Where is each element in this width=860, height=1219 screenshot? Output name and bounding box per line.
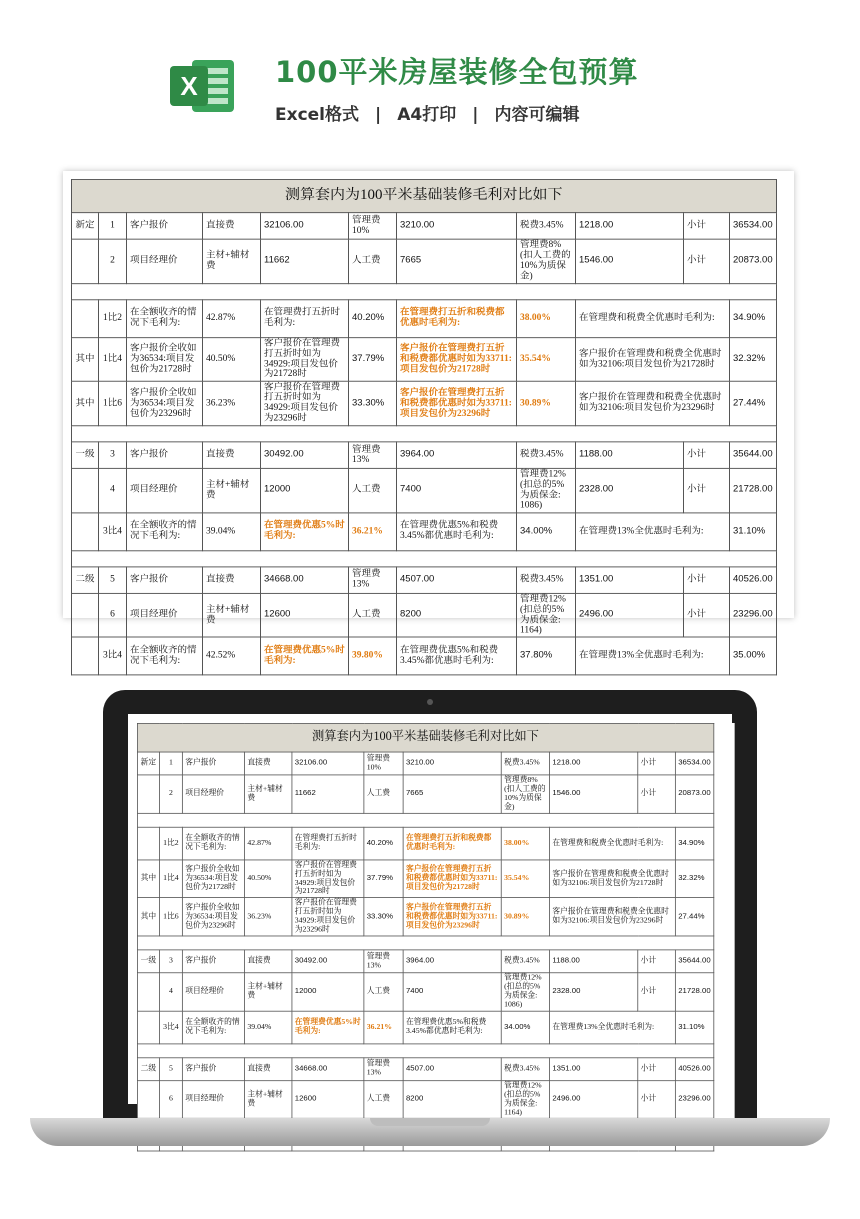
table-cell: 12000: [292, 973, 364, 1011]
table-cell: 在全额收齐的情况下毛利为:: [127, 513, 203, 551]
table-cell: 小计: [638, 1058, 676, 1081]
table-cell: 36.23%: [203, 382, 261, 426]
table-cell: 6: [99, 593, 127, 637]
table-cell: 3比4: [99, 513, 127, 551]
table-cell: 35644.00: [730, 442, 777, 469]
table-cell: 35.54%: [517, 337, 576, 381]
table-cell: 人工费: [349, 593, 397, 637]
table-cell: 39.04%: [245, 1011, 292, 1044]
table-cell: [137, 973, 159, 1011]
gap-cell: [72, 551, 777, 567]
table-cell: 客户报价在管理费打五折和税费都优惠时如为33711:项目发包价为21728时: [397, 337, 517, 381]
gap-cell: [137, 813, 713, 827]
table-cell: 8200: [403, 1080, 501, 1118]
table-cell: 32106.00: [292, 752, 364, 775]
table-cell: 7400: [397, 468, 517, 512]
table-cell: 税费3.45%: [501, 950, 549, 973]
table-cell: 31.10%: [730, 513, 777, 551]
table-row: [72, 337, 777, 381]
table-cell: 3比4: [159, 1011, 182, 1044]
table-row: [137, 827, 713, 860]
table-cell: 主材+辅材费: [245, 973, 292, 1011]
table-cell: 其中: [137, 898, 159, 936]
table-cell: 40.50%: [245, 860, 292, 898]
table-cell: 37.80%: [517, 637, 576, 675]
table-cell: 34668.00: [292, 1058, 364, 1081]
table-row: [137, 936, 713, 950]
table-cell: 2328.00: [549, 973, 637, 1011]
subtitle-format: Excel格式: [275, 105, 360, 125]
table-cell: 客户报价: [182, 752, 244, 775]
laptop-mockup: [103, 690, 757, 1118]
table-cell: 3: [99, 442, 127, 469]
table-row: [72, 213, 777, 240]
table-cell: 12600: [261, 593, 349, 637]
table-row: [72, 442, 777, 469]
table-row: [137, 1044, 713, 1058]
spreadsheet-table-mini: [137, 723, 714, 1152]
laptop-screen: [128, 714, 732, 1117]
table-cell: 直接费: [245, 1058, 292, 1081]
table-row: [72, 551, 777, 567]
table-cell: 40526.00: [675, 1058, 713, 1081]
table-cell: [72, 239, 99, 283]
table-cell: 客户报价在管理费和税费全优惠时如为32106:项目发包价为21728时: [576, 337, 730, 381]
table-cell: 直接费: [245, 752, 292, 775]
table-cell: 人工费: [364, 1080, 403, 1118]
table-row: [137, 860, 713, 898]
table-cell: 34.00%: [501, 1011, 549, 1044]
table-cell: 客户报价: [127, 567, 203, 594]
table-cell: 1351.00: [576, 567, 684, 594]
table-cell: 2328.00: [576, 468, 684, 512]
table-cell: 人工费: [349, 468, 397, 512]
table-cell: 小计: [684, 442, 730, 469]
table-cell: 客户报价在管理费和税费全优惠时如为32106:项目发包价为23296时: [576, 382, 730, 426]
table-cell: 34668.00: [261, 567, 349, 594]
table-cell: 40.20%: [364, 827, 403, 860]
table-cell: 3210.00: [403, 752, 501, 775]
table-cell: 管理费10%: [364, 752, 403, 775]
table-cell: 管理费12%(扣总的5%为质保金: 1086): [501, 973, 549, 1011]
table-cell: [137, 1080, 159, 1118]
table-cell: 一级: [72, 442, 99, 469]
table-cell: 客户报价在管理费打五折和税费都优惠时如为33711:项目发包价为23296时: [397, 382, 517, 426]
table-cell: 2496.00: [549, 1080, 637, 1118]
table-cell: 客户报价: [127, 442, 203, 469]
subtitle-separator: |: [375, 105, 382, 125]
table-cell: 税费3.45%: [517, 442, 576, 469]
table-cell: 3210.00: [397, 213, 517, 240]
table-cell: 32106.00: [261, 213, 349, 240]
table-cell: 3964.00: [397, 442, 517, 469]
table-cell: 在管理费优惠5%时毛利为:: [261, 637, 349, 675]
table-cell: 小计: [684, 593, 730, 637]
table-cell: 税费3.45%: [501, 1058, 549, 1081]
table-cell: 客户报价全收如为36534:项目发包价为21728时: [127, 337, 203, 381]
table-row: [137, 775, 713, 813]
table-cell: 7665: [397, 239, 517, 283]
table-row: [137, 813, 713, 827]
table-cell: 30.89%: [517, 382, 576, 426]
table-cell: 人工费: [349, 239, 397, 283]
table-cell: 5: [99, 567, 127, 594]
table-row: [72, 637, 777, 675]
table-cell: 管理费8%(扣人工费的10%为质保金): [517, 239, 576, 283]
table-cell: 6: [159, 1080, 182, 1118]
table-cell: 30.89%: [501, 898, 549, 936]
table-cell: 33.30%: [349, 382, 397, 426]
table-cell: 36534.00: [675, 752, 713, 775]
table-cell: 主材+辅材费: [203, 593, 261, 637]
table-cell: 人工费: [364, 775, 403, 813]
table-cell: 3: [159, 950, 182, 973]
table-cell: 一级: [137, 950, 159, 973]
table-cell: [137, 1011, 159, 1044]
table-cell: 1546.00: [549, 775, 637, 813]
table-cell: 8200: [397, 593, 517, 637]
table-cell: [72, 637, 99, 675]
table-cell: 税费3.45%: [501, 752, 549, 775]
table-cell: 小计: [684, 239, 730, 283]
table-cell: 1比4: [159, 860, 182, 898]
table-cell: 30492.00: [292, 950, 364, 973]
table-cell: 1546.00: [576, 239, 684, 283]
table-cell: 42.87%: [203, 299, 261, 337]
table-cell: 2: [99, 239, 127, 283]
table-cell: 3964.00: [403, 950, 501, 973]
table-cell: 38.00%: [501, 827, 549, 860]
table-row: [137, 898, 713, 936]
spreadsheet-preview: [63, 171, 794, 666]
table-cell: 在管理费13%全优惠时毛利为:: [576, 513, 730, 551]
table-cell: 1351.00: [549, 1058, 637, 1081]
table-row: [137, 1080, 713, 1118]
table-cell: 1比4: [99, 337, 127, 381]
table-cell: 40.50%: [203, 337, 261, 381]
table-cell: 在管理费优惠5%时毛利为:: [261, 513, 349, 551]
table-cell: 37.79%: [364, 860, 403, 898]
table-cell: 直接费: [203, 442, 261, 469]
table-cell: 40526.00: [730, 567, 777, 594]
table-row: [137, 752, 713, 775]
table-cell: 35.54%: [501, 860, 549, 898]
table-cell: 小计: [638, 752, 676, 775]
table-cell: 其中: [137, 860, 159, 898]
table-row: [137, 950, 713, 973]
table-cell: 1比2: [99, 299, 127, 337]
table-cell: [72, 593, 99, 637]
excel-icon: [170, 56, 236, 116]
gap-cell: [137, 936, 713, 950]
table-cell: 38.00%: [517, 299, 576, 337]
table-cell: 36534.00: [730, 213, 777, 240]
page-title: 100平米房屋装修全包预算: [275, 55, 639, 89]
table-cell: 客户报价在管理费和税费全优惠时如为32106:项目发包价为23296时: [549, 898, 675, 936]
table-cell: 36.21%: [364, 1011, 403, 1044]
sheet-title: 测算套内为100平米基础装修毛利对比如下: [137, 723, 713, 752]
spreadsheet-table: [71, 179, 777, 676]
table-cell: 4507.00: [403, 1058, 501, 1081]
table-cell: 1218.00: [549, 752, 637, 775]
table-cell: 管理费13%: [349, 567, 397, 594]
table-cell: 37.79%: [349, 337, 397, 381]
table-cell: 在管理费和税费全优惠时毛利为:: [549, 827, 675, 860]
table-cell: 客户报价在管理费打五折和税费都优惠时如为33711:项目发包价为23296时: [403, 898, 501, 936]
gap-cell: [72, 426, 777, 442]
table-row: [72, 426, 777, 442]
table-cell: 4507.00: [397, 567, 517, 594]
table-cell: 2: [159, 775, 182, 813]
table-cell: 小计: [638, 775, 676, 813]
table-cell: 31.10%: [675, 1011, 713, 1044]
table-row: [72, 299, 777, 337]
table-cell: 42.52%: [203, 637, 261, 675]
subtitle-edit: 内容可编辑: [494, 105, 580, 125]
subtitle-print: A4打印: [397, 105, 457, 125]
table-cell: 1: [99, 213, 127, 240]
table-cell: 税费3.45%: [517, 567, 576, 594]
table-cell: 管理费13%: [364, 1058, 403, 1081]
table-cell: 1比6: [99, 382, 127, 426]
table-cell: 税费3.45%: [517, 213, 576, 240]
table-cell: 40.20%: [349, 299, 397, 337]
table-cell: 小计: [684, 567, 730, 594]
table-cell: 21728.00: [675, 973, 713, 1011]
table-cell: 在全额收齐的情况下毛利为:: [127, 637, 203, 675]
table-cell: 直接费: [203, 567, 261, 594]
subtitle-separator: |: [472, 105, 479, 125]
table-cell: 客户报价全收如为36534:项目发包价为23296时: [127, 382, 203, 426]
table-cell: 其中: [72, 382, 99, 426]
table-cell: 主材+辅材费: [203, 239, 261, 283]
table-cell: 7665: [403, 775, 501, 813]
table-row: [72, 567, 777, 594]
table-cell: 34.90%: [730, 299, 777, 337]
table-cell: 客户报价在管理费和税费全优惠时如为32106:项目发包价为21728时: [549, 860, 675, 898]
table-cell: [72, 299, 99, 337]
table-row: [72, 382, 777, 426]
table-cell: 在管理费优惠5%和税费3.45%都优惠时毛利为:: [403, 1011, 501, 1044]
table-cell: 12000: [261, 468, 349, 512]
table-cell: 5: [159, 1058, 182, 1081]
table-cell: 项目经理价: [182, 973, 244, 1011]
table-cell: 项目经理价: [182, 1080, 244, 1118]
table-cell: 管理费12%(扣总的5%为质保金: 1164): [501, 1080, 549, 1118]
table-cell: 管理费13%: [349, 442, 397, 469]
table-cell: 小计: [684, 468, 730, 512]
table-cell: 主材+辅材费: [245, 775, 292, 813]
table-cell: 主材+辅材费: [203, 468, 261, 512]
table-cell: 项目经理价: [127, 239, 203, 283]
table-cell: 客户报价在管理费打五折时如为34929:项目发包价为23296时: [261, 382, 349, 426]
table-cell: [72, 513, 99, 551]
table-cell: 小计: [638, 973, 676, 1011]
table-cell: 1: [159, 752, 182, 775]
table-cell: 1218.00: [576, 213, 684, 240]
table-cell: 管理费13%: [364, 950, 403, 973]
table-cell: 4: [159, 973, 182, 1011]
table-cell: 27.44%: [675, 898, 713, 936]
table-cell: 管理费10%: [349, 213, 397, 240]
table-cell: 39.80%: [349, 637, 397, 675]
table-cell: 客户报价: [127, 213, 203, 240]
table-cell: 34.00%: [517, 513, 576, 551]
gap-cell: [137, 1044, 713, 1058]
table-cell: 在全额收齐的情况下毛利为:: [182, 1011, 244, 1044]
table-cell: 在管理费打五折和税费都优惠时毛利为:: [397, 299, 517, 337]
table-cell: 管理费8%(扣人工费的10%为质保金): [501, 775, 549, 813]
table-row: [72, 468, 777, 512]
laptop-notch: [370, 1118, 490, 1126]
table-cell: 23296.00: [675, 1080, 713, 1118]
table-cell: 人工费: [364, 973, 403, 1011]
table-row: [137, 1058, 713, 1081]
table-cell: 1比6: [159, 898, 182, 936]
table-cell: 新定: [72, 213, 99, 240]
table-cell: 客户报价: [182, 1058, 244, 1081]
table-cell: 1比2: [159, 827, 182, 860]
table-cell: 在全额收齐的情况下毛利为:: [127, 299, 203, 337]
table-cell: 在管理费13%全优惠时毛利为:: [576, 637, 730, 675]
table-cell: 项目经理价: [127, 593, 203, 637]
table-cell: 12600: [292, 1080, 364, 1118]
table-cell: 33.30%: [364, 898, 403, 936]
table-cell: 二级: [72, 567, 99, 594]
table-cell: 20873.00: [730, 239, 777, 283]
table-cell: 7400: [403, 973, 501, 1011]
table-cell: 项目经理价: [182, 775, 244, 813]
laptop-base: [30, 1118, 830, 1146]
table-cell: 客户报价在管理费打五折时如为34929:项目发包价为23296时: [292, 898, 364, 936]
table-cell: 在管理费13%全优惠时毛利为:: [549, 1011, 675, 1044]
table-cell: 23296.00: [730, 593, 777, 637]
table-cell: 直接费: [203, 213, 261, 240]
table-cell: 在管理费优惠5%和税费3.45%都优惠时毛利为:: [397, 513, 517, 551]
table-cell: [72, 468, 99, 512]
table-cell: 在管理费优惠5%和税费3.45%都优惠时毛利为:: [397, 637, 517, 675]
table-cell: 在管理费打五折时毛利为:: [292, 827, 364, 860]
table-cell: 21728.00: [730, 468, 777, 512]
table-cell: 32.32%: [675, 860, 713, 898]
table-cell: 1188.00: [576, 442, 684, 469]
table-cell: 11662: [261, 239, 349, 283]
table-cell: 小计: [638, 1080, 676, 1118]
table-cell: 在管理费优惠5%时毛利为:: [292, 1011, 364, 1044]
table-cell: 35.00%: [730, 637, 777, 675]
table-cell: 客户报价全收如为36534:项目发包价为21728时: [182, 860, 244, 898]
table-cell: 在管理费和税费全优惠时毛利为:: [576, 299, 730, 337]
table-cell: 42.87%: [245, 827, 292, 860]
table-row: [72, 513, 777, 551]
camera-icon: [427, 699, 433, 705]
table-row: [72, 593, 777, 637]
table-cell: 其中: [72, 337, 99, 381]
table-cell: 27.44%: [730, 382, 777, 426]
gap-cell: [72, 283, 777, 299]
table-cell: 管理费12%(扣总的5%为质保金: 1164): [517, 593, 576, 637]
table-cell: [137, 827, 159, 860]
table-cell: 客户报价在管理费打五折时如为34929:项目发包价为21728时: [292, 860, 364, 898]
table-cell: [137, 775, 159, 813]
table-cell: 客户报价在管理费打五折和税费都优惠时如为33711:项目发包价为21728时: [403, 860, 501, 898]
table-cell: 主材+辅材费: [245, 1080, 292, 1118]
table-row: [72, 283, 777, 299]
table-cell: 1188.00: [549, 950, 637, 973]
table-cell: 32.32%: [730, 337, 777, 381]
table-cell: 在管理费打五折和税费都优惠时毛利为:: [403, 827, 501, 860]
table-cell: 客户报价: [182, 950, 244, 973]
subtitle: [275, 100, 579, 125]
table-cell: 20873.00: [675, 775, 713, 813]
table-cell: 11662: [292, 775, 364, 813]
table-cell: 小计: [638, 950, 676, 973]
svg-text:X: X: [180, 71, 198, 101]
table-cell: 在全额收齐的情况下毛利为:: [182, 827, 244, 860]
table-row: [137, 973, 713, 1011]
sheet-title: 测算套内为100平米基础装修毛利对比如下: [72, 179, 777, 212]
table-cell: 36.23%: [245, 898, 292, 936]
table-cell: 项目经理价: [127, 468, 203, 512]
table-cell: 30492.00: [261, 442, 349, 469]
table-cell: 4: [99, 468, 127, 512]
table-cell: 客户报价全收如为36534:项目发包价为23296时: [182, 898, 244, 936]
table-row: [72, 239, 777, 283]
table-cell: 3比4: [99, 637, 127, 675]
table-cell: 35644.00: [675, 950, 713, 973]
table-cell: 新定: [137, 752, 159, 775]
table-cell: 34.90%: [675, 827, 713, 860]
table-cell: 二级: [137, 1058, 159, 1081]
table-cell: 在管理费打五折时毛利为:: [261, 299, 349, 337]
table-cell: 小计: [684, 213, 730, 240]
table-cell: 直接费: [245, 950, 292, 973]
table-cell: 管理费12%(扣总的5%为质保金: 1086): [517, 468, 576, 512]
table-cell: 39.04%: [203, 513, 261, 551]
table-cell: 客户报价在管理费打五折时如为34929:项目发包价为21728时: [261, 337, 349, 381]
table-cell: 36.21%: [349, 513, 397, 551]
table-cell: 2496.00: [576, 593, 684, 637]
table-row: [137, 1011, 713, 1044]
